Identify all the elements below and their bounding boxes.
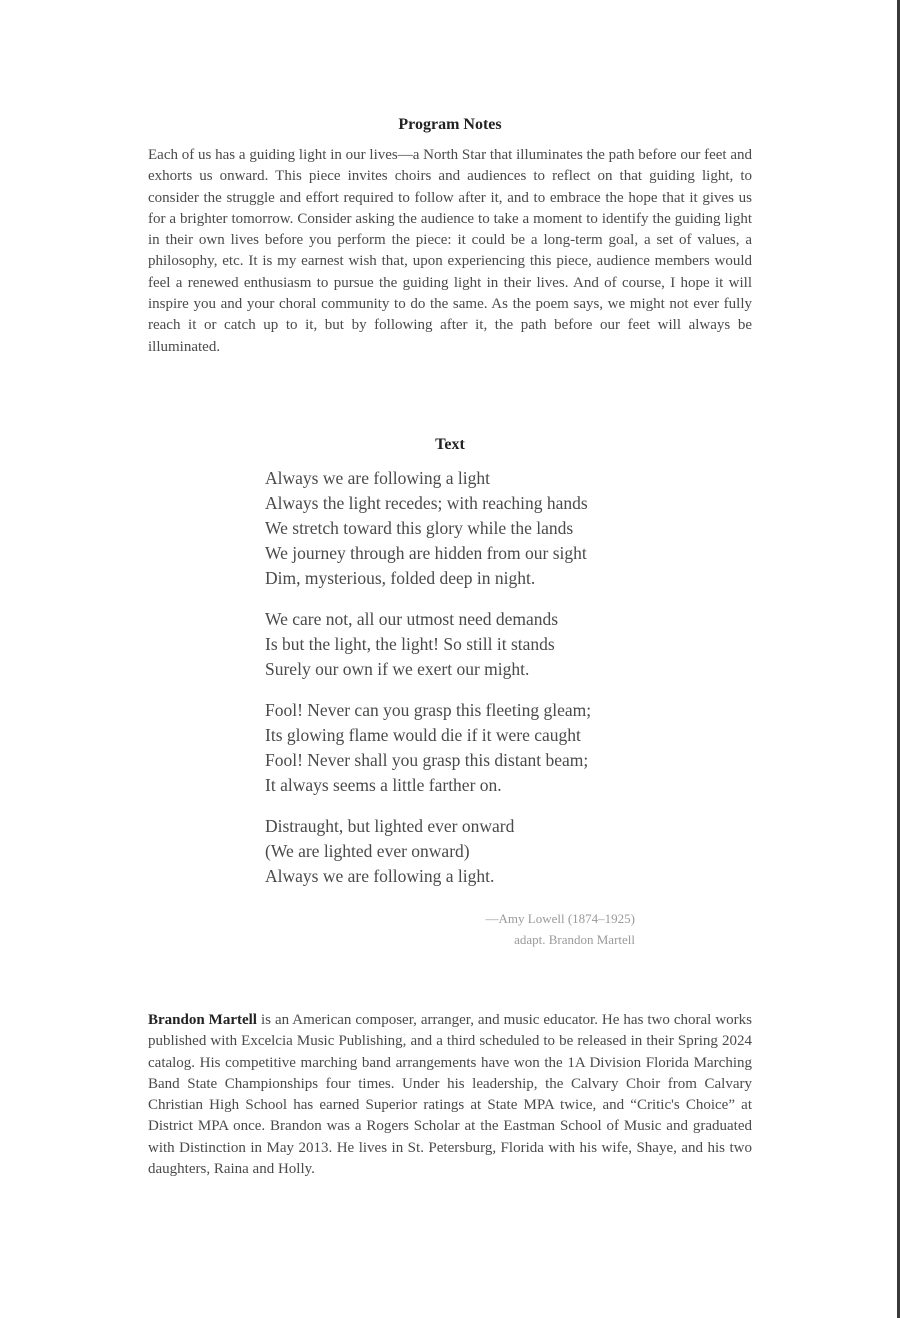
poem-line: Fool! Never can you grasp this fleeting gleam; xyxy=(265,700,592,720)
composer-bio-text: is an American composer, arranger, and music educator. He has two choral works published with Excelcia Music Publishing, and a third scheduled to be released in their Spring 2024 catalog. His competitive marching band arrangements have won the 1A Division Florida Marching Band State Championships four times. Under his leadership, the Calvary Choir from Calvary Christian High School has earned Superior ratings at State MPA twice, and “Critic's Choice” at District MPA once. Brandon was a Rogers Scholar at the Eastman School of Music and graduated with Distinction in May 2013. He lives in St. Petersburg, Florida with his wife, Shaye, and his two daughters, Raina and Holly. xyxy=(148,1012,752,1178)
poem-attribution xyxy=(380,908,635,950)
poem-line: We care not, all our utmost need demands xyxy=(265,609,559,629)
poem-line: Dim, mysterious, folded deep in night. xyxy=(265,568,536,588)
poem-line: Distraught, but lighted ever onward xyxy=(265,816,515,836)
poem-stanza-1 xyxy=(265,466,645,591)
poem-stanza-2 xyxy=(265,607,645,682)
poem-line: Always the light recedes; with reaching hands xyxy=(265,493,588,513)
composer-bio-paragraph xyxy=(148,1010,752,1180)
poem-line: We journey through are hidden from our sight xyxy=(265,543,587,563)
poem-line: It always seems a little farther on. xyxy=(265,775,502,795)
poem-line: Fool! Never shall you grasp this distant beam; xyxy=(265,750,589,770)
poem-stanza-4 xyxy=(265,814,645,889)
composer-name: Brandon Martell xyxy=(148,1012,257,1028)
poem-line: Its glowing flame would die if it were caught xyxy=(265,725,581,745)
poem-line: Surely our own if we exert our might. xyxy=(265,659,530,679)
poem xyxy=(265,466,645,905)
poem-line: Is but the light, the light! So still it stands xyxy=(265,634,555,654)
program-notes-heading: Program Notes xyxy=(398,116,502,133)
poem-line: (We are lighted ever onward) xyxy=(265,841,470,861)
poem-line: Always we are following a light xyxy=(265,468,491,488)
text-heading: Text xyxy=(435,436,465,453)
poem-adapter: adapt. Brandon Martell xyxy=(514,932,635,947)
poem-author: —Amy Lowell (1874–1925) xyxy=(485,911,635,926)
poem-stanza-3 xyxy=(265,698,645,798)
poem-line: We stretch toward this glory while the lands xyxy=(265,518,574,538)
program-notes-paragraph: Each of us has a guiding light in our lives—a North Star that illuminates the path before our feet and exhorts us onward. This piece invites choirs and audiences to reflect on that guiding light, to consider the struggle and effort required to follow after it, and to embrace the hope that it gives us for a brighter tomorrow. Consider asking the audience to take a moment to identify the guiding light in their own lives before you perform the piece: it could be a long-term goal, a set of values, a philosophy, etc. It is my earnest wish that, upon experiencing this piece, audience members would feel a renewed enthusiasm to pursue the guiding light in their lives. And of course, I hope it will inspire you and your choral community to do the same. As the poem says, we might not ever fully reach it or catch up to it, but by following after it, the path before our feet will always be illuminated. xyxy=(148,147,752,355)
poem-line: Always we are following a light. xyxy=(265,866,495,886)
